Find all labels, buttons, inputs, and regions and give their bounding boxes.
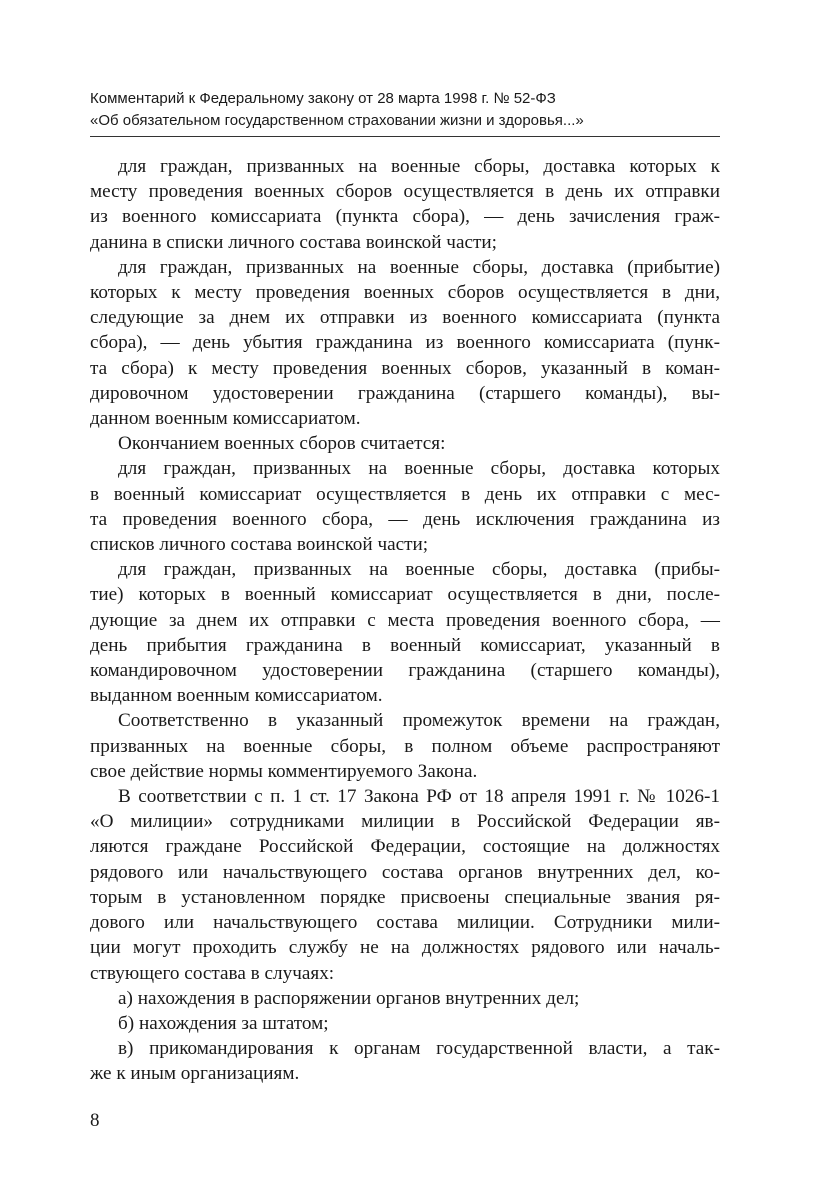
text-line: ствующего состава в случаях: [90,962,335,984]
text-line: из военного комиссариата (пункта сбора), — день зачисления граж- [90,206,720,228]
list-item [90,1011,720,1036]
header-divider [90,136,720,137]
text-line: которых к месту проведения военных сборов осуществляется в дни, [90,282,720,304]
text-line: выданном военным комиссариатом. [90,685,383,707]
text-line: свое действие нормы комментируемого Закона. [90,760,478,782]
text-line: В соответствии с п. 1 ст. 17 Закона РФ от 18 апреля 1991 г. № 1026-1 [118,786,720,808]
text-line: сбора), — день убытия гражданина из военного комиссариата (пунк- [90,332,720,354]
text-line: «О милиции» сотрудниками милиции в Российской Федерации яв- [90,811,720,833]
text-line: для граждан, призванных на военные сборы, доставка (прибытие) [118,256,720,278]
paragraph [90,708,720,784]
text-line: дировочном удостоверении гражданина (старшего команды), вы- [90,382,720,404]
text-line: день прибытия гражданина в военный комиссариат, указанный в [90,634,720,656]
text-line: а) нахождения в распоряжении органов внутренних дел; [118,987,580,1009]
text-line: Соответственно в указанный промежуток времени на граждан, [118,710,720,732]
text-line: командировочном удостоверении гражданина (старшего команды), [90,660,720,682]
paragraph [90,557,720,708]
text-line: дующие за днем их отправки с места проведения военного сбора, — [90,609,720,631]
text-line: ции могут проходить службу не на должностях рядового или началь- [90,937,720,959]
text-line: месту проведения военных сборов осуществляется в день их отправки [90,181,720,203]
text-line: торым в установленном порядке присвоены специальные звания ря- [90,886,720,908]
text-line: призванных на военные сборы, в полном объеме распространяют [90,735,720,757]
text-line: следующие за днем их отправки из военного комиссариата (пункта [90,307,720,329]
text-line: данина в списки личного состава воинской части; [90,231,497,253]
page-number: 8 [90,1110,100,1131]
text-line: данном военным комиссариатом. [90,408,361,430]
paragraph [90,456,720,557]
paragraph [90,255,720,431]
text-line: для граждан, призванных на военные сборы, доставка (прибы- [118,559,720,581]
paragraph [90,431,720,456]
running-header-line-2: «Об обязательном государственном страховании жизни и здоровья...» [90,112,584,129]
text-line: дового или начальствующего состава милиции. Сотрудники мили- [90,912,720,934]
text-line: для граждан, призванных на военные сборы, доставка которых к [118,156,720,177]
text-line: для граждан, призванных на военные сборы, доставка которых [118,458,720,480]
text-line: в) прикомандирования к органам государственной власти, а так- [118,1038,720,1060]
text-line: списков личного состава воинской части; [90,534,429,556]
text-line: в военный комиссариат осуществляется в день их отправки с мес- [90,483,720,505]
running-header-line-1: Комментарий к Федеральному закону от 28 марта 1998 г. № 52-ФЗ [90,90,556,107]
text-line: та проведения военного сбора, — день исключения гражданина из [90,508,720,530]
paragraph [90,154,720,255]
text-line: ляются граждане Российской Федерации, состоящие на должностях [90,836,720,858]
text-line: Окончанием военных сборов считается: [118,433,446,455]
text-line: та сбора) к месту проведения военных сборов, указанный в коман- [90,357,720,379]
text-line: же к иным организациям. [90,1063,300,1085]
text-line: рядового или начальствующего состава органов внутренних дел, ко- [90,861,720,883]
paragraph [90,784,720,986]
text-line: тие) которых в военный комиссариат осуществляется в дни, после- [90,584,720,606]
running-header [90,88,720,132]
list-item [90,1036,720,1086]
page-body [90,154,720,1087]
text-line: б) нахождения за штатом; [118,1012,329,1034]
list-item [90,986,720,1011]
